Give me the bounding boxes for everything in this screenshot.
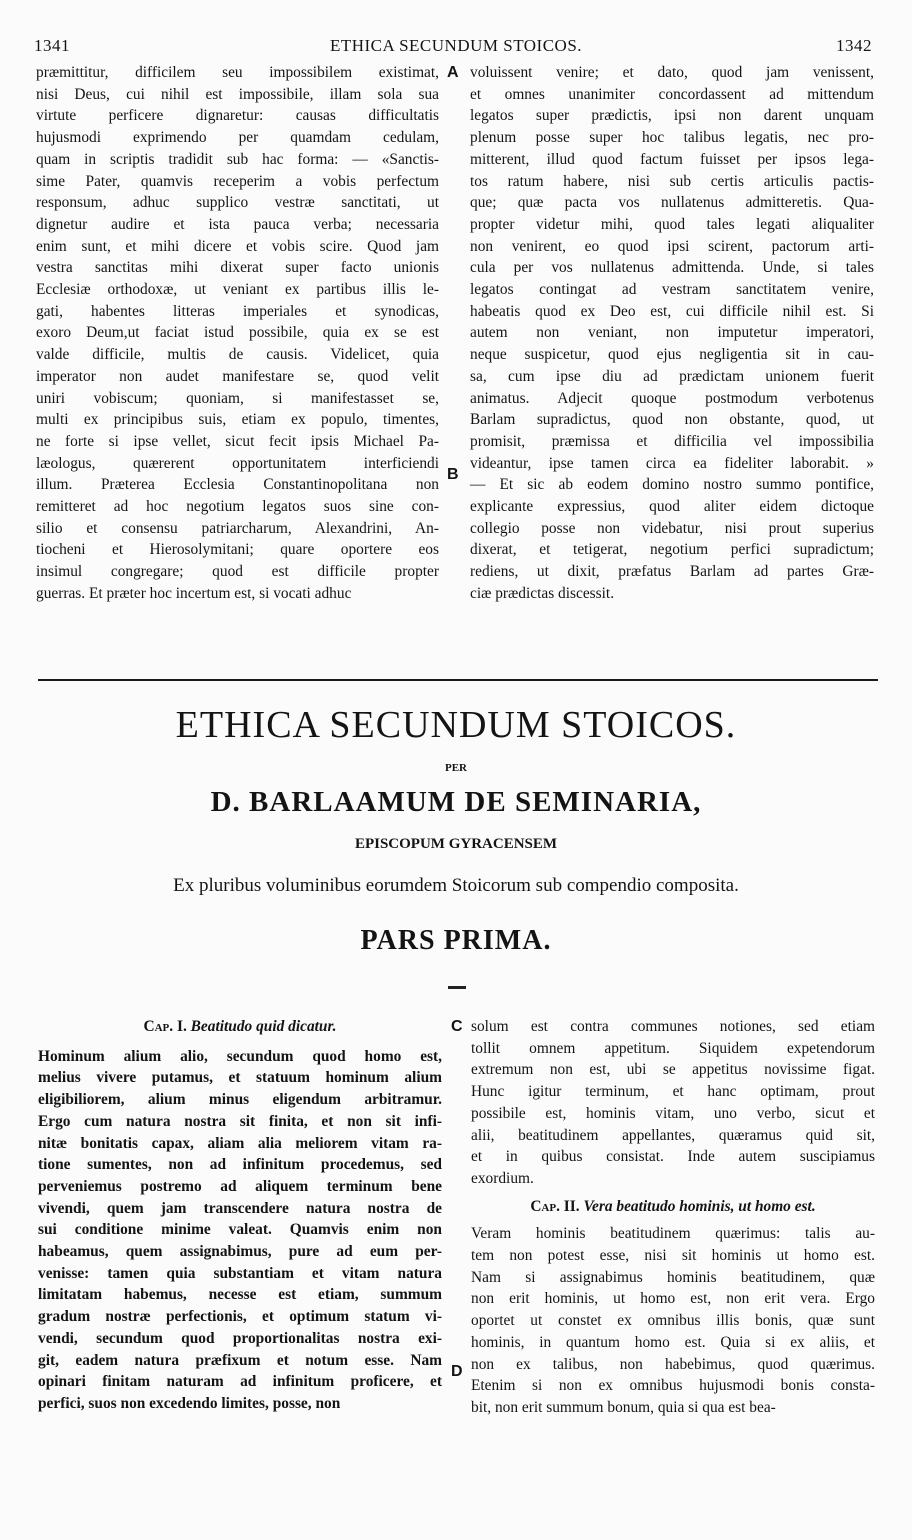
text-line: extremum non est, ubi se appetitus novissime figat. <box>471 1061 875 1079</box>
text-line: perfici, suos non excedendo limites, posse, non <box>38 1394 341 1412</box>
text-line: legatos contingat ad vestram sanctitatem venire, <box>470 281 874 299</box>
text-line: tollit omnem appetitum. Siquidem expetendorum <box>471 1039 875 1057</box>
text-line: propter videtur mihi, quod tales legati aliqualiter <box>470 215 874 233</box>
text-line: hominis, in quantum homo est. Quia si ex aliis, et <box>471 1333 875 1351</box>
text-line: sa, cum ipse diu ad prædictam unionem fuerit <box>470 367 874 385</box>
chapter-2-text <box>471 1223 875 1418</box>
text-line: vestra sanctitas mihi dixerat super facto unionis <box>36 259 439 277</box>
text-line: eligibiliorem, alium minus eligendum arbitramur. <box>38 1091 442 1109</box>
chapter-2-heading <box>471 1196 875 1218</box>
text-line: mitterent, illud quod factum fuisset per ipsos lega- <box>470 150 874 168</box>
text-line: Nam si assignabimus hominis beatitudinem, quæ <box>471 1268 875 1286</box>
text-line: melius vivere putamus, et statuum hominum alium <box>38 1069 442 1087</box>
text-line: imperator non audet manifestare se, quod velit <box>36 367 439 385</box>
text-line: habeatis quod ex Deo est, cui difficile nihil est. Si <box>470 302 874 320</box>
text-line: Ecclesiæ orthodoxæ, ut veniant ex partibus illis le- <box>36 281 439 299</box>
text-line: enim sunt, et mihi dicere et vobis scire. Quod jam <box>36 237 439 255</box>
text-line: opinari finitam naturam ad infinitum proficere, et <box>38 1373 442 1391</box>
text-line: gati, habentes litteras imperiales et synodicas, <box>36 302 439 320</box>
column-2 <box>470 62 874 605</box>
section-divider <box>38 679 878 681</box>
margin-letter-d: D <box>451 1363 463 1380</box>
margin-letter-c: C <box>451 1018 463 1035</box>
text-line: legatos super prædictis, ipsi non darent unquam <box>470 107 874 125</box>
text-line: virtute perficere dignaretur: causas difficultatis <box>36 107 439 125</box>
chapter-1-text <box>38 1046 442 1415</box>
text-line: tiocheni et Hierosolymitani; quare oportere eos <box>36 541 439 559</box>
text-line: sui conditione minime valeat. Quamvis enim non <box>38 1221 442 1239</box>
text-line: tos ratum habere, nisi sub certis articulis pactis- <box>470 172 874 190</box>
text-line: bit, non erit summum bonum, quia si qua est bea- <box>471 1398 776 1416</box>
text-line: ciæ prædictas discessit. <box>470 584 615 602</box>
column-3 <box>38 1016 442 1415</box>
chapter-1-number: Cap. I. <box>143 1018 187 1035</box>
text-line: oportet ut constet ex omnibus illis bonis, quæ sunt <box>471 1312 875 1330</box>
text-line: Hominum alium alio, secundum quod homo est, <box>38 1047 442 1065</box>
text-line: Veram hominis beatitudinem quærimus: talis au- <box>471 1225 875 1243</box>
text-line: venisse: tamen quia substantiam et vitam natura <box>38 1264 442 1282</box>
margin-letter-a: A <box>447 64 459 81</box>
text-line: git, eadem natura præfixum et notum esse. Nam <box>38 1351 442 1369</box>
author-office: EPISCOPUM GYRACENSEM <box>354 836 558 852</box>
chapter-1-continuation <box>471 1016 875 1190</box>
text-line: illum. Præterea Ecclesia Constantinopolitana non <box>36 476 439 494</box>
text-line: explicante expressius, quod aliter eidem dictoque <box>470 498 874 516</box>
column-1 <box>36 62 439 605</box>
text-line: cula per vos nullatenus admittenda. Unde, si tales <box>470 259 874 277</box>
text-line: ne forte si ipse vellet, sicut fecit ipsis Michael Pa- <box>36 432 439 450</box>
text-line: uniri vobiscum; quoniam, si manifestasset se, <box>36 389 439 407</box>
text-line: præmittitur, difficilem seu impossibilem existimat, <box>36 64 439 81</box>
text-line: Hunc igitur terminum, et hanc optimam, prout <box>471 1083 875 1101</box>
text-line: non venirent, eo quod ipsi scirent, pactorum arti- <box>470 237 874 255</box>
text-line: habeamus, quem assignabimus, pure ad eum per- <box>38 1243 442 1261</box>
text-line: neque suspicetur, quod ejus negligentia sit in cau- <box>470 346 874 364</box>
text-line: Ergo cum natura nostra sit finita, et non sit infi- <box>38 1112 442 1130</box>
text-line: voluissent venire; et dato, quod jam venissent, <box>470 64 874 81</box>
text-line: solum est contra communes notiones, sed etiam <box>471 1018 875 1035</box>
text-line: non erit hominis, ut homo est, non erit vera. Ergo <box>471 1290 875 1308</box>
column-number-left: 1341 <box>34 36 70 55</box>
text-line: alii, beatitudinem appellantes, quæramus quid sit, <box>471 1126 875 1144</box>
text-line: valde difficile, multis de causis. Videlicet, quia <box>36 346 439 364</box>
text-line: Etenim si non ex omnibus hujusmodi bonis consta- <box>471 1377 875 1395</box>
text-line: multi ex principibus suis, etiam ex populo, timentes, <box>36 411 439 429</box>
text-line: exoro Deum,ut faciat istud possibile, quia ex se est <box>36 324 439 342</box>
text-line: dignetur audire et ista pauca verba; necessaria <box>36 215 439 233</box>
text-line: remitteret ad hoc negotium legatos suos sine con- <box>36 498 439 516</box>
text-line: insimul congregare; quod est difficile propter <box>36 563 439 581</box>
text-line: vivendi, quem jam transcendere natura nostra de <box>38 1199 442 1217</box>
margin-letter-b: B <box>447 466 459 483</box>
work-title: ETHICA SECUNDUM STOICOS. <box>175 704 737 746</box>
text-line: dixerat, et tetigerat, negotium perfici supradictum; <box>470 541 874 559</box>
text-line: tione sumentes, non ad infinitum procedemus, sed <box>38 1156 442 1174</box>
chapter-2-title: Vera beatitudo hominis, ut homo est. <box>583 1197 816 1215</box>
running-title: ETHICA SECUNDUM STOICOS. <box>329 36 583 55</box>
text-line: tem non potest esse, nisi sit hominis ut homo est. <box>471 1247 875 1265</box>
text-line: possibile est, hominis vitam, uno verbo, sicut et <box>471 1104 875 1122</box>
text-line: collegio posse non videbatur, nisi prout superius <box>470 519 874 537</box>
text-line: et omnes unanimiter concordassent ad mittendum <box>470 85 874 103</box>
text-line: Barlam supradictus, quod non obstante, quod, ut <box>470 411 874 429</box>
text-line: vendi, secundum quod proportionalitas nostra exi- <box>38 1329 442 1347</box>
text-line: quam in scriptis tradidit sub hac forma: — «Sanctis- <box>36 150 439 168</box>
text-line: perveniemus postremo ad aliquem terminum bene <box>38 1177 442 1195</box>
text-line: — Et sic ab eodem domino nostro summo pontifice, <box>470 476 874 494</box>
text-line: nitæ bonitatis capax, aliam alia meliorem vitam ra- <box>38 1134 442 1152</box>
text-line: autem non veniant, non imputetur imperatori, <box>470 324 874 342</box>
text-line: læologus, quærerent opportunitatem interficiendi <box>36 454 439 472</box>
part-heading: PARS PRIMA. <box>360 925 552 956</box>
title-per: PER <box>445 762 467 774</box>
text-line: et in quibus consistat. Inde autem suscipiamus <box>471 1148 875 1166</box>
text-line: animatus. Adjecit quoque postmodum verbotenus <box>470 389 874 407</box>
column-number-right: 1342 <box>836 36 872 55</box>
text-line: gradum nostræ perfectionis, et optimum statum vi- <box>38 1308 442 1326</box>
text-line: que; quæ pacta vos nullatenus admitteretis. Qua- <box>470 194 874 212</box>
text-line: guerras. Et præter hoc incertum est, si vocati adhuc <box>36 584 352 602</box>
text-line: promisit, præmissa et difficilia vel impossibilia <box>470 432 874 450</box>
chapter-1-heading <box>38 1016 442 1038</box>
heading-dash <box>448 986 466 989</box>
text-line: limitatam habemus, necesse est etiam, summum <box>38 1286 442 1304</box>
author-name: D. BARLAAMUM DE SEMINARIA, <box>210 786 702 818</box>
text-line: plenum posse super hoc talibus legatis, nec pro- <box>470 129 874 147</box>
text-line: sime Pater, quamvis receperim a vobis perfectum <box>36 172 439 190</box>
text-line: non ex talibus, non habebimus, quod quærimus. <box>471 1355 875 1373</box>
text-line: responsum, adhuc supplico vestræ sanctitati, ut <box>36 194 439 212</box>
text-line: silio et consensu patriarcharum, Alexandrini, An- <box>36 519 439 537</box>
text-line: hujusmodi exprimendo per quamdam cedulam, <box>36 129 439 147</box>
title-description: Ex pluribus voluminibus eorumdem Stoicorum sub compendio composita. <box>173 875 739 896</box>
column-4 <box>471 1016 875 1419</box>
chapter-1-title: Beatitudo quid dicatur. <box>190 1018 337 1035</box>
chapter-2-number: Cap. II. <box>530 1197 580 1215</box>
text-line: nisi Deus, cui nihil est impossibile, illam sola sua <box>36 85 439 103</box>
text-line: videantur, ipse tamen circa ea fideliter laborabit. » <box>470 454 874 472</box>
text-line: rediens, ut dixit, præfatus Barlam ad partes Græ- <box>470 563 874 581</box>
text-line: exordium. <box>471 1169 534 1187</box>
